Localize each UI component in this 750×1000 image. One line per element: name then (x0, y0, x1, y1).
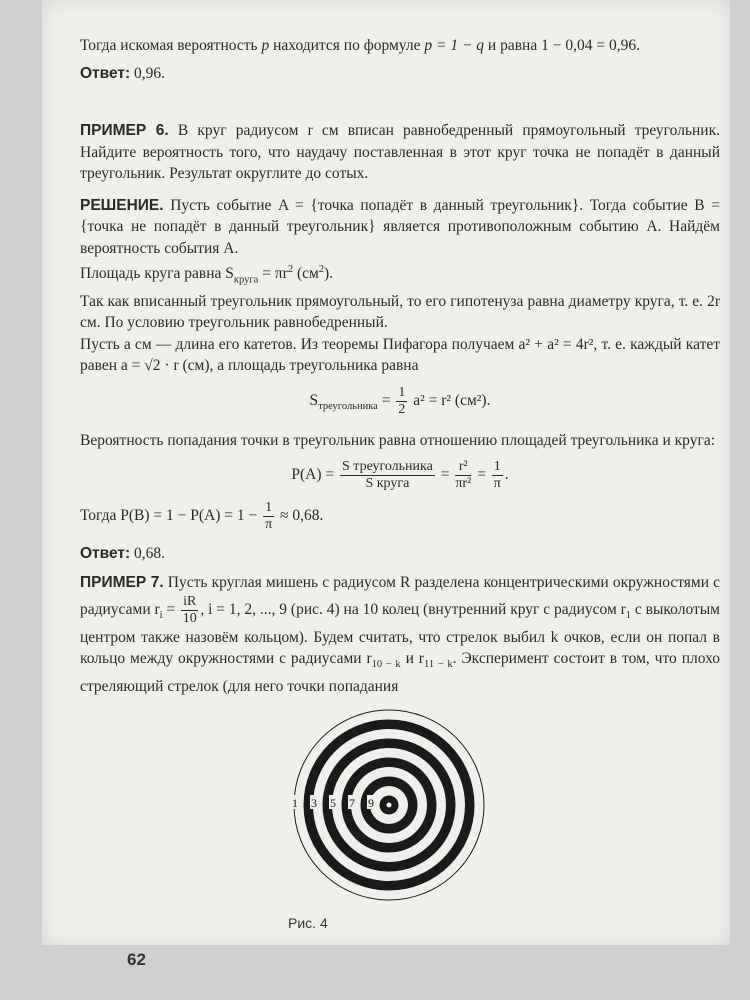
example-text: В круг радиусом r см вписан равнобедренный прямоугольный треугольник. Найдите вероятность того, что наудачу поставленная в этот круг точка не попадёт в данный треугольник. Результат округлите до сотых. (80, 122, 720, 182)
denominator: S круга (365, 476, 410, 492)
text-fragment: = (162, 600, 180, 618)
probability-paragraph: Вероятность попадания точки в треугольник равна отношению площадей треугольника и круга: (80, 431, 716, 449)
answer-value: 0,96. (130, 64, 166, 82)
text-fragment: Площадь круга равна S (80, 265, 234, 283)
superscript: 2 (287, 264, 294, 275)
denominator: π (493, 476, 501, 492)
answer-label: Ответ: (80, 545, 131, 563)
center-point (387, 803, 392, 808)
solution-text: Пусть событие A = {точка попадёт в данный треугольник}. Тогда событие B = {точка не попадёт в данный треугольник} является противоположным событию A. Найдём вероятность события A. (80, 196, 720, 257)
subscript: круга (233, 274, 259, 286)
subscript: i (159, 609, 163, 621)
var-p: p (261, 37, 270, 54)
numerator: iR (183, 593, 197, 609)
subscript: 11 − k (423, 659, 453, 671)
ring-label-1: 1 (292, 796, 298, 810)
page-number: 62 (127, 950, 146, 969)
denominator: π (265, 517, 273, 533)
fraction-pi (492, 459, 503, 492)
probability-line (80, 35, 720, 57)
solution-paragraph (80, 195, 720, 260)
text-fragment: Пусть круглая мишень с радиусом R разделена концентрическими окружностями с радиусами r (80, 574, 720, 618)
figure-caption: Рис. 4 (288, 915, 328, 931)
triangle-area-formula (80, 385, 720, 418)
example-6 (80, 120, 720, 565)
answer-label: Ответ: (80, 64, 131, 82)
text-fragment: Эксперимент состоит в том, что плохо стреляющий стрелок (для него точки попадания (80, 650, 721, 695)
answer-line (80, 63, 720, 85)
target-figure (292, 705, 492, 935)
text-fragment: ). (324, 265, 334, 283)
text-fragment: , i = 1, 2, ..., 9 (рис. 4) на 10 колец (внутренний круг с радиусом r (200, 600, 626, 618)
text-fragment: Тогда P(B) = 1 − P(A) = 1 − (80, 507, 262, 525)
fraction-areas (340, 459, 435, 492)
text-fragment: P(A) = (291, 466, 338, 484)
numerator: 1 (398, 384, 406, 400)
text-fragment: = πr (258, 265, 288, 283)
fraction-half (396, 385, 407, 418)
answer-value: 0,68. (130, 545, 166, 563)
example-7 (80, 572, 720, 697)
circle-area-line (80, 259, 720, 291)
text-fragment: = (377, 391, 395, 409)
subscript: треугольника (318, 400, 378, 412)
target-rings (294, 710, 484, 900)
subscript: 10 − k (371, 659, 401, 671)
text-fragment: с выколотым центром также назовём кольцом). Будем считать, что стрелок выбил k очков, если он попал в кольцо между окружностями с радиусами r (80, 600, 720, 667)
numerator: r² (455, 459, 471, 476)
numerator: 1 (265, 500, 273, 516)
fraction-r (455, 459, 471, 492)
legs-paragraph: Пусть a см — длина его катетов. Из теоремы Пифагора получаем a² + a² = 4r², т. е. каждый катет равен a = √2 · r (см), а площадь треугольника равна (80, 335, 720, 375)
text-fragment: a² = r² (см²). (413, 391, 491, 409)
fraction-pb (263, 500, 274, 533)
numerator: S треугольника (342, 459, 433, 475)
ring-label-7: 7 (349, 796, 355, 810)
denominator: 2 (398, 401, 406, 417)
example-6-statement (80, 120, 720, 185)
text-fragment: находится по формуле (269, 37, 425, 54)
numerator: 1 (493, 459, 501, 475)
ring-label-5: 5 (330, 796, 336, 810)
pa-formula: P(A) = $\frac{\text{S треугольника}}{\text{S круга}}$ = $\frac{\text{r²}}{\text{πr²}}$ = $\frac{1}{\pi}$ . (291, 459, 509, 492)
text-fragment: и равна 1 − 0,04 = 0,96. (484, 37, 640, 54)
ring-label-9: 9 (368, 796, 374, 810)
fraction-radius (181, 594, 198, 627)
text-fragment: и r (400, 650, 424, 667)
formula-p: p = 1 − q (424, 37, 485, 54)
subscript: 1 (625, 609, 632, 621)
top-block (80, 35, 720, 84)
example-7-statement (80, 572, 720, 697)
text-fragment: (см (293, 265, 319, 283)
denominator: 10 (182, 610, 197, 626)
answer-line (80, 543, 720, 565)
text-fragment: S (309, 391, 319, 409)
solution-label: РЕШЕНИЕ. (80, 196, 164, 214)
ring-label-3: 3 (311, 796, 317, 810)
denominator: πr² (455, 476, 472, 492)
example-label: ПРИМЕР 7. (80, 574, 164, 591)
text-fragment: Тогда искомая вероятность (80, 37, 262, 54)
hypotenuse-paragraph: Так как вписанный треугольник прямоугольный, то его гипотенуза равна диаметру круга, т. е. 2r см. По условию треугольник равнобедренный. (80, 292, 720, 332)
text-fragment: . (452, 650, 457, 667)
text-fragment: ≈ 0,68. (276, 507, 324, 525)
pb-line (80, 500, 720, 533)
example-label: ПРИМЕР 6. (80, 122, 169, 139)
superscript: 2 (318, 264, 325, 275)
